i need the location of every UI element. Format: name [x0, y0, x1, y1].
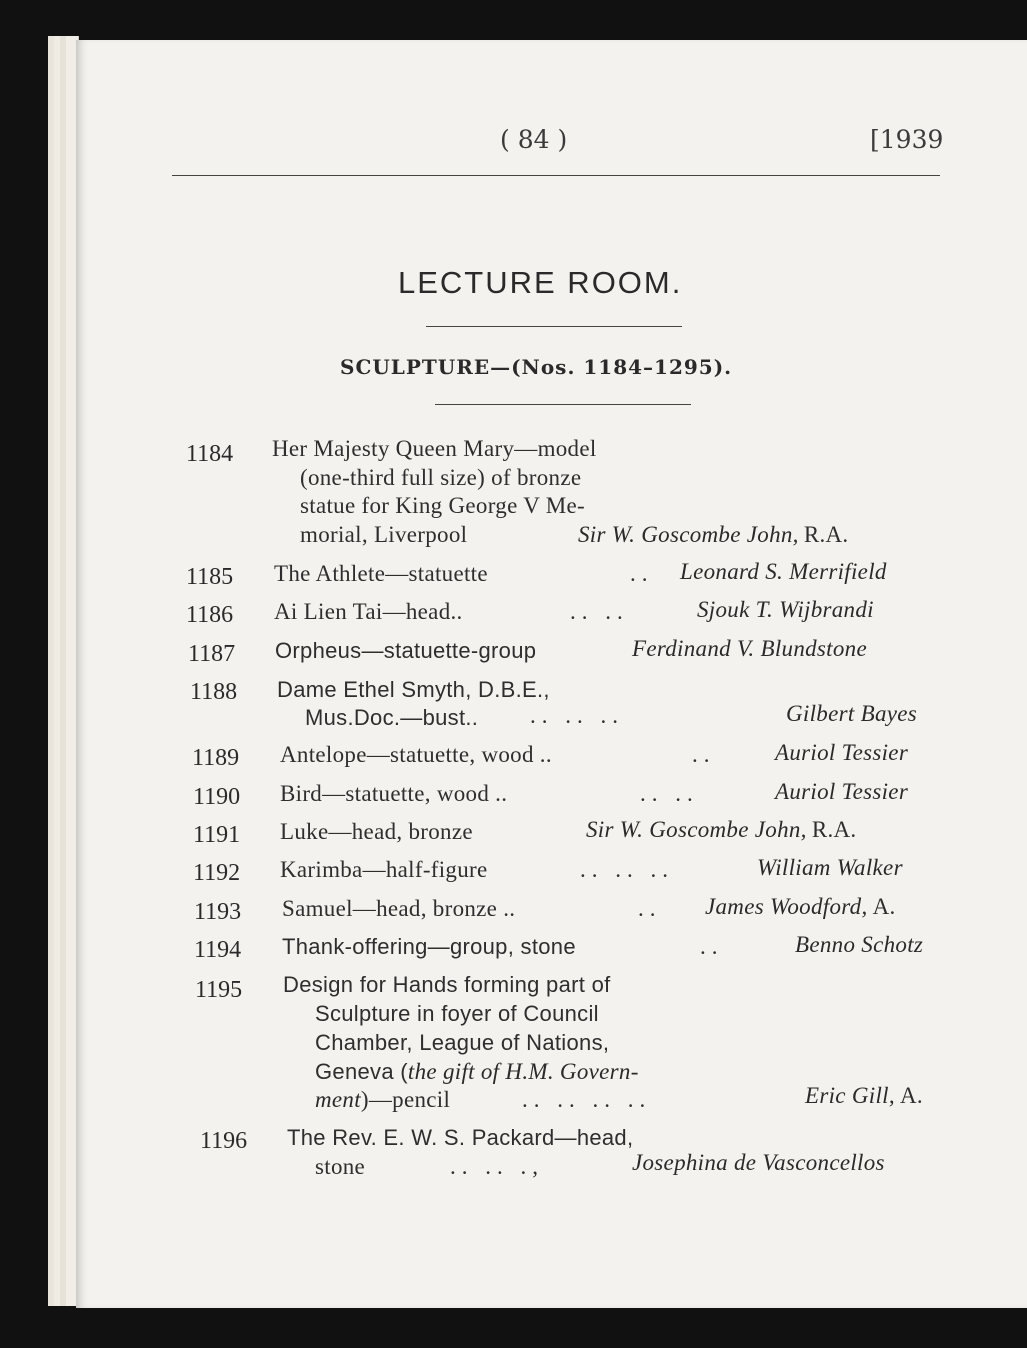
entry-title: Dame Ethel Smyth, D.B.E., — [277, 677, 550, 702]
leader-dots: .. .. ., — [450, 1154, 544, 1179]
entry-title: Design for Hands forming part of — [283, 972, 611, 997]
entry-artist: Ferdinand V. Blundstone — [632, 636, 867, 661]
entry-artist: Gilbert Bayes — [786, 701, 918, 726]
entry-title: stone — [315, 1154, 366, 1179]
entry-number: 1186 — [186, 602, 234, 628]
entry-artist: William Walker — [757, 855, 903, 880]
page-number: ( 84 ) — [500, 125, 568, 154]
entry-title: Orpheus—statuette-group — [275, 638, 537, 663]
entry-title: Samuel—head, bronze .. — [282, 896, 516, 921]
subtitle-rule — [435, 404, 691, 405]
entry-artist: Sir W. Goscombe John, R.A. — [586, 817, 857, 842]
entry-number: 1194 — [194, 937, 242, 963]
entry-title: Karimba—half-figure — [280, 857, 488, 882]
entry-title: Bird—statuette, wood .. — [280, 781, 508, 806]
entry-title: Luke—head, bronze — [280, 819, 473, 844]
entry-artist: James Woodford, A. — [705, 894, 896, 919]
title-rule — [426, 326, 682, 327]
book-page — [76, 40, 1027, 1308]
leader-dots: .. — [692, 742, 716, 767]
leader-dots: .. — [638, 896, 662, 921]
section-subtitle: SCULPTURE—(Nos. 1184–1295). — [340, 355, 733, 379]
leader-dots: .. — [630, 561, 654, 586]
entry-number: 1191 — [193, 822, 241, 848]
entry-artist: Eric Gill, A. — [805, 1083, 923, 1108]
entry-title: The Rev. E. W. S. Packard—head, — [287, 1125, 634, 1150]
leader-dots: .. .. — [570, 599, 629, 624]
entry-title: statue for King George V Me- — [300, 493, 585, 518]
entry-title: Sculpture in foyer of Council — [315, 1001, 599, 1026]
entry-title: Her Majesty Queen Mary—model — [272, 436, 597, 461]
entry-number: 1185 — [186, 564, 234, 590]
entry-number: 1192 — [193, 860, 241, 886]
entry-number: 1184 — [186, 441, 234, 467]
leader-dots: .. — [700, 934, 724, 959]
entry-title: Thank-offering—group, stone — [282, 934, 576, 959]
entry-title: Geneva (the gift of H.M. Govern- — [315, 1059, 639, 1084]
running-year: [1939 — [870, 125, 944, 154]
entry-artist: Leonard S. Merrifield — [680, 559, 887, 584]
entry-artist: Sir W. Goscombe John, R.A. — [578, 522, 849, 547]
entry-artist: Auriol Tessier — [775, 740, 909, 765]
entry-title: Mus.Doc.—bust.. — [305, 705, 479, 730]
leader-dots: .. .. .. — [530, 703, 624, 728]
page-title: LECTURE ROOM. — [398, 265, 683, 300]
entry-number: 1196 — [200, 1128, 248, 1154]
entry-number: 1188 — [190, 679, 238, 705]
entry-artist: Josephina de Vasconcellos — [632, 1150, 885, 1175]
entry-number: 1190 — [193, 784, 241, 810]
header-rule — [172, 175, 940, 176]
entry-title: ment)—pencil — [315, 1087, 451, 1112]
entry-title: Antelope—statuette, wood .. — [280, 742, 552, 767]
leader-dots: .. .. — [640, 781, 699, 806]
entry-artist: Sjouk T. Wijbrandi — [697, 597, 874, 622]
entry-title: Ai Lien Tai—head.. — [274, 599, 463, 624]
entry-number: 1193 — [194, 899, 242, 925]
entry-artist: Auriol Tessier — [775, 779, 909, 804]
leader-dots: .. .. .. .. — [522, 1087, 652, 1112]
entry-number: 1195 — [195, 977, 243, 1003]
entry-artist: Benno Schotz — [795, 932, 924, 957]
entry-title: morial, Liverpool — [300, 522, 468, 547]
entry-title: The Athlete—statuette — [274, 561, 488, 586]
entry-title: Chamber, League of Nations, — [315, 1030, 610, 1055]
entry-number: 1187 — [188, 641, 236, 667]
entry-title: (one-third full size) of bronze — [300, 465, 582, 490]
leader-dots: .. .. .. — [580, 857, 674, 882]
entry-number: 1189 — [192, 745, 240, 771]
